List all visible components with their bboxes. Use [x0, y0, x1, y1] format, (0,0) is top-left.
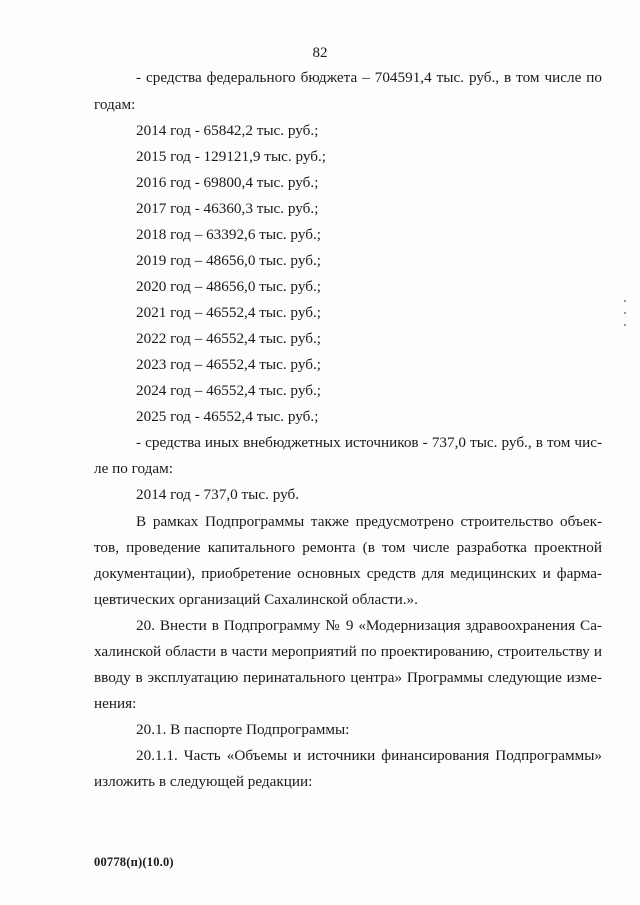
item-20-1-1-line-1: 20.1.1. Часть «Объемы и источники финансирования Подпрограммы» — [136, 747, 602, 764]
year-item: 2014 год - 65842,2 тыс. руб.; — [136, 122, 319, 139]
year-item: 2024 год – 46552,4 тыс. руб.; — [136, 382, 321, 399]
scan-speck — [624, 312, 626, 314]
item-20-1-1-line-2: изложить в следующей редакции: — [94, 773, 313, 790]
scan-speck — [624, 324, 626, 326]
year-item: 2025 год - 46552,4 тыс. руб.; — [136, 408, 319, 425]
year-item: 2020 год – 48656,0 тыс. руб.; — [136, 278, 321, 295]
year-item: 2017 год - 46360,3 тыс. руб.; — [136, 200, 319, 217]
item-20-line-4: нения: — [94, 695, 137, 712]
scan-speck — [624, 300, 626, 302]
item-20-1: 20.1. В паспорте Подпрограммы: — [136, 721, 350, 738]
construction-line-3: документации), приобретение основных средств для медицинских и фарма- — [94, 565, 602, 582]
offbudget-line-2: ле по годам: — [94, 460, 173, 477]
construction-line-2: тов, проведение капитального ремонта (в том числе разработка проектной — [94, 539, 602, 556]
year-item: 2023 год – 46552,4 тыс. руб.; — [136, 356, 321, 373]
year-item: 2019 год – 48656,0 тыс. руб.; — [136, 252, 321, 269]
offbudget-line-1: - средства иных внебюджетных источников - 737,0 тыс. руб., в том чис- — [136, 434, 602, 451]
offbudget-year-item: 2014 год - 737,0 тыс. руб. — [136, 486, 300, 503]
year-item: 2018 год – 63392,6 тыс. руб.; — [136, 226, 321, 243]
item-20-line-1: 20. Внести в Подпрограмму № 9 «Модернизация здравоохранения Са- — [136, 617, 602, 634]
footer-document-code: 00778(п)(10.0) — [94, 855, 174, 869]
federal-budget-line-1: - средства федерального бюджета – 704591,4 тыс. руб., в том числе по — [136, 69, 602, 86]
page-number: 82 — [312, 45, 328, 61]
year-item: 2021 год – 46552,4 тыс. руб.; — [136, 304, 321, 321]
year-item: 2022 год – 46552,4 тыс. руб.; — [136, 330, 321, 347]
item-20-line-3: вводу в эксплуатацию перинатального центра» Программы следующие изме- — [94, 669, 602, 686]
construction-line-1: В рамках Подпрограммы также предусмотрено строительство объек- — [136, 513, 602, 530]
year-item: 2015 год - 129121,9 тыс. руб.; — [136, 148, 327, 165]
item-20-line-2: халинской области в части мероприятий по проектированию, строительству и — [94, 643, 602, 660]
year-item: 2016 год - 69800,4 тыс. руб.; — [136, 174, 319, 191]
construction-line-4: цевтических организаций Сахалинской области.». — [94, 591, 418, 608]
federal-budget-line-2: годам: — [94, 96, 136, 113]
